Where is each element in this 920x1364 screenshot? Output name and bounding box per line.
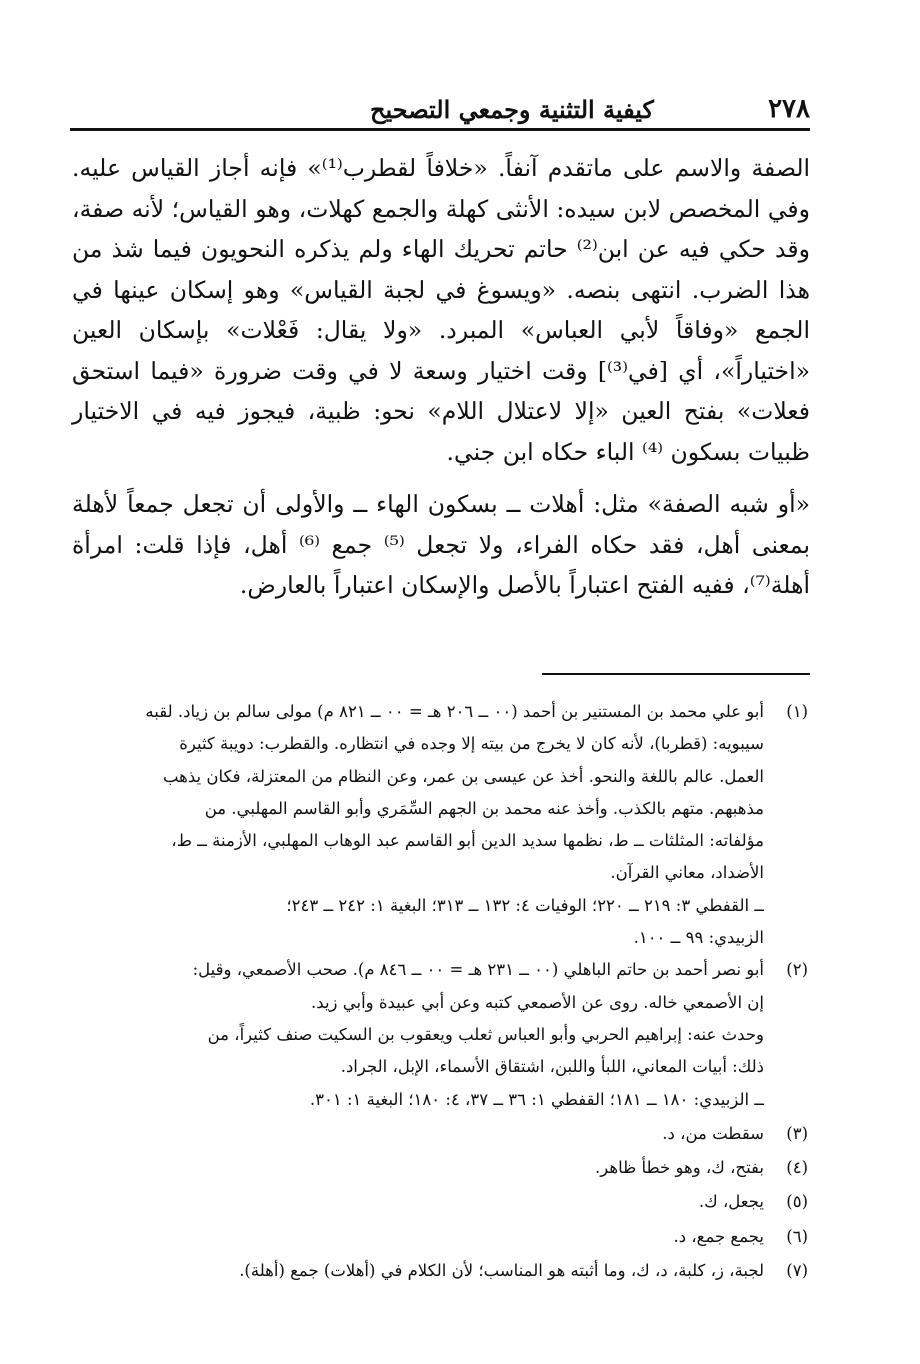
footnote-line: سيبويه: (قطربا)، لأنه كان لا يخرج من بيته إلا وجده في انتظاره. والقطرب: دويبة كثيرة <box>179 734 764 754</box>
footnote-reference: ــ الزبيدي: ١٨٠ ــ ١٨١؛ القفطي ١: ٣٦ ــ ٣٧، ٤: ١٨٠؛ البغية ١: ٣٠١. <box>309 1089 764 1109</box>
footnote-text <box>70 1186 764 1218</box>
main-text <box>72 148 810 606</box>
footnote-line: مذهبهم. متهم بالكذب. وأخذ عنه محمد بن الجهم السِّمَري وأبو القاسم المهلبي. من <box>204 798 764 818</box>
footnote-line: الأضداد، معاني القرآن. <box>610 863 764 883</box>
text-line: امرأة أهلة⁽⁷⁾، ففيه الفتح اعتباراً بالأصل والإسكان اعتباراً بالعارض. <box>72 530 810 599</box>
footnote-text <box>70 1118 764 1150</box>
footnote-number: (٢) <box>786 960 808 980</box>
footnote <box>70 954 808 1115</box>
footnote-line: أبو علي محمد بن المستنير بن أحمد (٠٠ ــ ٢٠٦ هـ = ٠٠ ــ ٨٢١ م) مولى سالم بن زياد. لقبه <box>145 702 764 721</box>
text-line: من هذا الضرب. انتهى بنصه. «ويسوغ في لجبة القياس» وهو إسكان عينها <box>72 235 810 304</box>
text-line: في الجمع «وفاقاً لأبي العباس» المبرد. «ولا يقال: فَعْلات» بإسكان العين <box>72 275 810 344</box>
text-line: الصفة والاسم على ماتقدم آنفاً. «خلافاً لقطرب⁽¹⁾» فإنه أجاز القياس عليه. <box>72 154 811 182</box>
text-line: «اختياراً»، أي [في⁽³⁾] وقت اختيار وسعة لا في وقت ضرورة «فيما استحق <box>72 356 810 385</box>
text-line: ظبيات بسكون ⁽⁴⁾ الباء حكاه ابن جني. <box>446 437 810 466</box>
footnote <box>70 1152 808 1184</box>
footnote-line: إن الأصمعي خاله. روى عن الأصمعي كتبه وعن أبي عبيدة وأبي زيد. <box>311 992 764 1012</box>
footnote-text <box>70 696 764 954</box>
footnote-line: أبو نصر أحمد بن حاتم الباهلي (٠٠ ــ ٢٣١ هـ = ٠٠ ــ ٨٤٦ م). صحب الأصمعي، وقيل: <box>192 960 764 980</box>
footnote-reference: ــ القفطي ٣: ٢١٩ ــ ٢٢٠؛ الوفيات ٤: ١٣٢ ــ ٣١٣؛ البغية ١: ٢٤٢ ــ ٢٤٣؛ <box>286 895 764 915</box>
footnote-line: لجبة، ز، كلبة، د، ك، وما أثبته هو المناسب؛ لأن الكلام في (أهلات) جمع (أهلة). <box>239 1261 764 1281</box>
footnote-text <box>70 1255 764 1287</box>
footnote-number: (١) <box>786 702 808 721</box>
footnote <box>70 1255 808 1287</box>
footnote <box>70 696 808 954</box>
text-line: صفة، وقد حكي فيه عن ابن⁽²⁾ حاتم تحريك الهاء ولم يذكره النحويون فيما شذ <box>72 194 810 263</box>
text-line: لأهلة بمعنى أهل، فقد حكاه الفراء، ولا تجعل ⁽⁵⁾ جمع ⁽⁶⁾ أهل، فإذا قلت: <box>72 490 810 559</box>
footnote-number: (٦) <box>786 1226 808 1246</box>
footnote-number: (٣) <box>786 1123 808 1143</box>
footnote-text <box>70 954 764 1115</box>
footnote-line: بفتح، ك، وهو خطأ ظاهر. <box>595 1158 764 1178</box>
footnote-reference: وحدث عنه: إبراهيم الحربي وأبو العباس ثعلب ويعقوب بن السكيت صنف كثيراً، من <box>207 1024 764 1044</box>
paragraph-2 <box>72 484 810 606</box>
footnote-line: مؤلفاته: المثلثات ــ ط، نظمها سديد الدين أبو القاسم عبد الوهاب المهلبي، الأزمنة ــ ط، <box>171 831 764 851</box>
footnote-reference: الزبيدي: ٩٩ ــ ١٠٠. <box>633 928 764 948</box>
footnote-reference: ذلك: أبيات المعاني، اللبأ واللبن، اشتقاق الأسماء، الإبل، الجراد. <box>340 1057 764 1077</box>
footnote-line: العمل. عالم باللغة والنحو. أخذ عن عيسى بن عمر، وعن النظام من المعتزلة، فكان يذهب <box>162 766 764 786</box>
footnote-number: (٤) <box>786 1158 808 1178</box>
paragraph-1 <box>72 148 810 472</box>
footnote <box>70 1221 808 1253</box>
page-number: ٢٧٨ <box>768 94 810 124</box>
footnote-line: يجمع جمع، د. <box>673 1226 764 1246</box>
text-line: فعلات» بفتح العين «إلا لاعتلال اللام» نحو: ظبية، فيجوز فيه في الاختيار <box>72 397 810 425</box>
footnote-text <box>70 1221 764 1253</box>
footnote <box>70 1118 808 1150</box>
footnote-line: يجعل، ك. <box>698 1192 764 1212</box>
text-line: «أو شبه الصفة» مثل: أهلات ــ بسكون الهاء ــ والأولى أن تجعل جمعاً <box>127 490 810 518</box>
footnote-number: (٥) <box>786 1192 808 1212</box>
footnote <box>70 1186 808 1218</box>
footnote-line: سقطت من، د. <box>662 1123 764 1143</box>
running-title: كيفية التثنية وجمعي التصحيح <box>370 95 654 124</box>
text-line: وفي المخصص لابن سيده: الأنثى كهلة والجمع كهلات، وهو القياس؛ لأنه <box>131 194 810 223</box>
footnote-separator <box>542 673 810 675</box>
footnote-text <box>70 1152 764 1184</box>
footnotes <box>70 696 808 1287</box>
footnote-number: (٧) <box>786 1261 808 1281</box>
page-header <box>70 88 810 131</box>
